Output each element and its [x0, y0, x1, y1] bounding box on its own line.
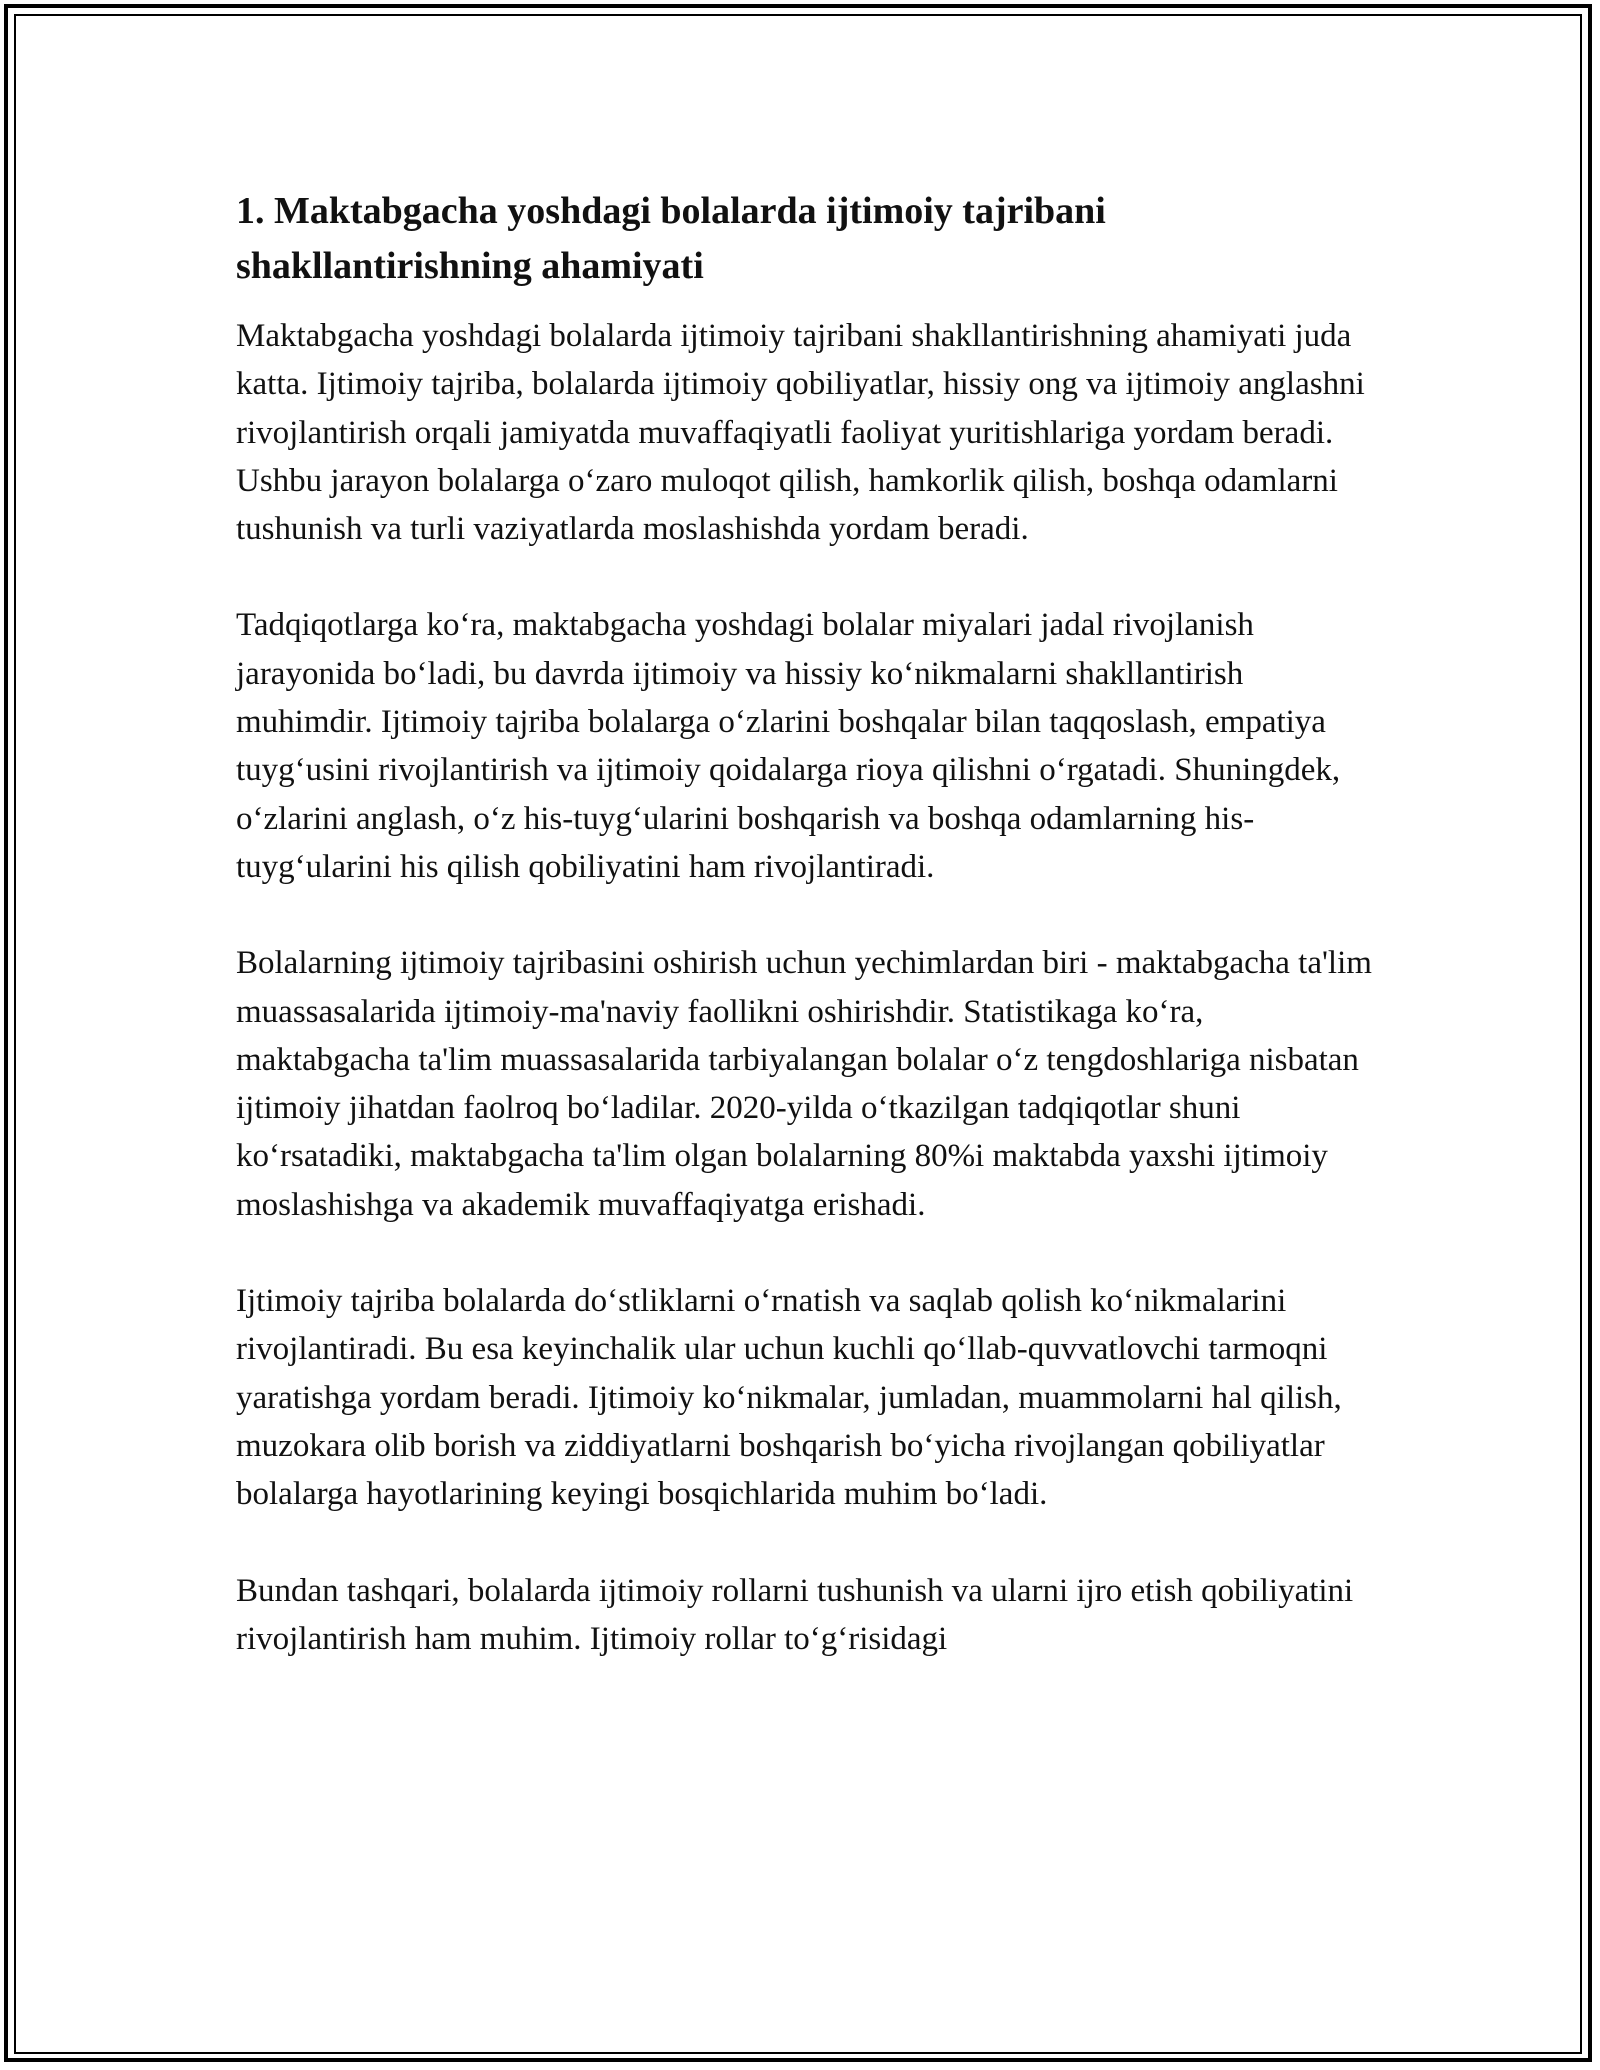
paragraph-2: Tadqiqotlarga ko‘ra, maktabgacha yoshdagi bolalar miyalari jadal rivojlanish jarayonida bo‘ladi, bu davrda ijtimoiy va hissiy ko‘nikmalarni shakllantirish muhimdir. Ijtimoiy tajriba bolalarga o‘zlarini boshqalar bilan taqqoslash, empatiya tuyg‘usini rivojlantirish va ijtimoiy qoidalarga rioya qilishni o‘rgatadi. Shuningdek, o‘zlarini anglash, o‘z his-tuyg‘ularini boshqarish va boshqa odamlarning his-tuyg‘ularini his qilish qobiliyatini ham rivojlantiradi. [236, 607, 1341, 885]
paragraph-1: Maktabgacha yoshdagi bolalarda ijtimoiy tajribani shakllantirishning ahamiyati juda katta. Ijtimoiy tajriba, bolalarda ijtimoiy qobiliyatlar, hissiy ong va ijtimoiy anglashni rivojlantirish orqali jamiyatda muvaffaqiyatli faoliyat yuritishlariga yordam beradi. Ushbu jarayon bolalarga o‘zaro muloqot qilish, hamkorlik qilish, boshqa odamlarni tushunish va turli vaziyatlarda moslashishda yordam beradi. [236, 318, 1365, 548]
paragraph-5: Bundan tashqari, bolalarda ijtimoiy rollarni tushunish va ularni ijro etish qobiliyatini rivojlantirish ham muhim. Ijtimoiy rollar to‘g‘risidagi [236, 1572, 1354, 1657]
section-heading-line-2: shakllantirishning ahamiyati [236, 245, 704, 287]
document-body [236, 184, 1376, 1711]
paragraph-3: Bolalarning ijtimoiy tajribasini oshirish uchun yechimlardan biri - maktabgacha ta'lim muassasalarida ijtimoiy-ma'naviy faollikni oshirishdir. Statistikaga ko‘ra, maktabgacha ta'lim muassasalarida tarbiyalangan bolalar o‘z tengdoshlariga nisbatan ijtimoiy jihatdan faolroq bo‘ladilar. 2020-yilda o‘tkazilgan tadqiqotlar shuni ko‘rsatadiki, maktabgacha ta'lim olgan bolalarning 80%i maktabda yaxshi ijtimoiy moslashishga va akademik muvaffaqiyatga erishadi. [236, 945, 1372, 1223]
section-heading [236, 184, 1376, 294]
section-heading-line-1: 1. Maktabgacha yoshdagi bolalarda ijtimoiy tajribani [236, 190, 1106, 232]
paragraph-4: Ijtimoiy tajriba bolalarda do‘stliklarni o‘rnatish va saqlab qolish ko‘nikmalarini rivojlantiradi. Bu esa keyinchalik ular uchun kuchli qo‘llab-quvvatlovchi tarmoqni yaratishga yordam beradi. Ijtimoiy ko‘nikmalar, jumladan, muammolarni hal qilish, muzokara olib borish va ziddiyatlarni boshqarish bo‘yicha rivojlangan qobiliyatlar bolalarga hayotlarining keyingi bosqichlarida muhim bo‘ladi. [236, 1283, 1342, 1513]
